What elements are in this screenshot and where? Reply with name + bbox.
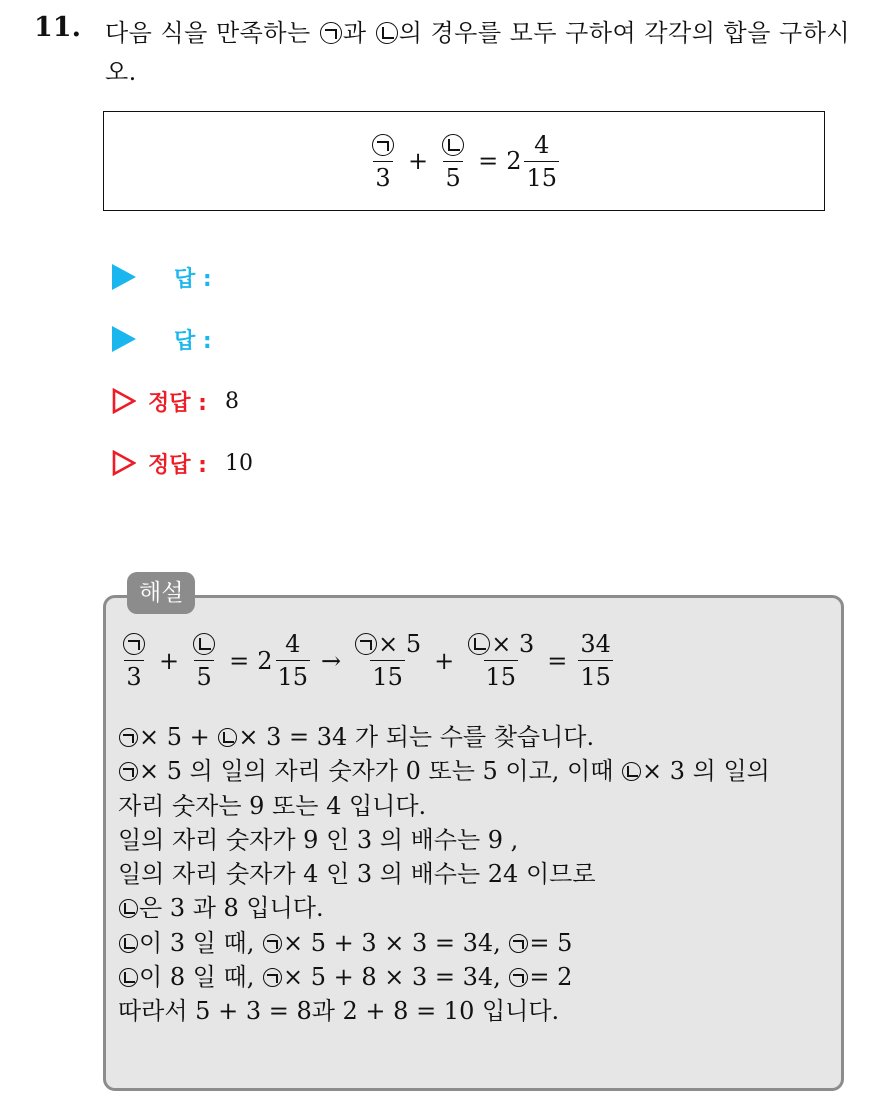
mixed-whole: 2 [257,646,273,675]
question-text-part3: 의 경우를 모두 구하여 각각의 합을 구하시오. [105,19,851,86]
sol-fraction-b-denominator: 5 [194,660,213,691]
sol-fraction-e-denominator: 15 [484,660,519,691]
solution-line [118,891,833,925]
mixed-whole: 2 [506,147,522,175]
answer-row-2 [112,319,212,359]
circled-giyeok-icon [372,134,394,156]
solution-line-text: × 5 + 3 × 3 = 34, [282,928,509,957]
fraction-c-denominator: 15 [524,161,559,192]
circled-nieun-icon [218,728,237,747]
plus-sign: + [434,646,455,675]
sol-fraction-d-suffix: × 5 [378,630,422,658]
solution-line: 따라서 5 + 3 = 8과 2 + 8 = 10 입니다. [118,997,560,1026]
plus-sign: + [407,147,429,175]
solution-line [118,926,833,960]
solution-line-text: = 5 [529,928,573,957]
circled-giyeok-icon [509,968,528,987]
outline-triangle-icon [112,450,136,476]
answer-label: 답 : [174,266,212,292]
circled-nieun-icon [119,968,138,987]
sol-fraction-f-numerator: 34 [580,630,611,658]
circled-nieun-icon [376,22,398,44]
question-text-part2: 과 [342,19,375,47]
correct-answer-label: 정답 : [148,452,207,478]
circled-nieun-icon [119,899,138,918]
circled-nieun-icon [442,134,464,156]
solution-line: 일의 자리 숫자가 4 인 3 의 배수는 24 이므로 [118,860,596,889]
equals-sign: = [547,646,568,675]
fraction-c [524,131,559,192]
fraction-b [439,131,467,192]
circled-giyeok-icon [119,728,138,747]
sol-fraction-d [352,630,423,691]
arrow: → [321,646,342,675]
correct-answer-value: 10 [224,450,253,476]
answer-label: 답 : [174,328,212,354]
outline-triangle-icon [112,388,136,414]
sol-fraction-a-denominator: 3 [124,660,143,691]
correct-answer-value: 8 [224,388,239,414]
circled-giyeok-icon [263,934,282,953]
fraction-a-denominator: 3 [373,161,392,192]
circled-nieun-icon [468,633,490,655]
sol-fraction-f-denominator: 15 [578,660,613,691]
sol-fraction-e [465,630,536,691]
solution-line: 자리 숫자는 9 또는 4 입니다. [118,791,427,820]
fraction-a [369,131,397,192]
equation [366,131,562,192]
correct-answer-row-2 [112,443,253,483]
solution-line-text: 이 3 일 때, [139,928,262,957]
circled-giyeok-icon [355,633,377,655]
play-triangle-icon [112,264,136,290]
circled-nieun-icon [119,934,138,953]
sol-fraction-f [578,630,613,691]
sol-fraction-e-suffix: × 3 [491,630,535,658]
solution-equation [117,630,616,691]
equals-sign: = [229,646,250,675]
play-triangle-icon [112,326,136,352]
circled-giyeok-icon [123,633,145,655]
equation-box [103,111,825,211]
solution-line-text: × 5 + 8 × 3 = 34, [282,963,509,992]
solution-tag: 해설 [127,572,195,614]
question-text-part1: 다음 식을 만족하는 [105,19,319,47]
circled-giyeok-icon [509,934,528,953]
solution-text [118,720,833,1029]
solution-line-text: × 3 의 일의 [642,757,770,786]
solution-line-text: × 5 + [139,723,218,751]
question-text [105,14,865,92]
solution-line [118,754,833,788]
sol-fraction-b [190,630,218,691]
circled-giyeok-icon [263,968,282,987]
solution-line-text: × 3 = 34 가 되는 수를 찾습니다. [238,723,595,751]
solution-line [118,960,833,994]
solution-line-text: = 2 [529,963,573,992]
question-number: 11. [34,12,81,43]
fraction-b-denominator: 5 [443,161,462,192]
correct-answer-label: 정답 : [148,390,207,416]
circled-giyeok-icon [320,22,342,44]
sol-fraction-d-denominator: 15 [370,660,405,691]
sol-fraction-c-denominator: 15 [276,660,311,691]
solution-line-text: 은 3 과 8 입니다. [139,894,324,923]
solution-line-text: × 5 의 일의 자리 숫자가 0 또는 5 이고, 이때 [139,757,622,786]
answer-row-1 [112,257,212,297]
circled-giyeok-icon [119,762,138,781]
circled-nieun-icon [622,762,641,781]
correct-answer-row-1 [112,381,239,421]
fraction-c-numerator: 4 [534,130,550,159]
solution-line [118,720,833,754]
solution-line-text: 이 8 일 때, [139,963,262,992]
sol-fraction-a [120,630,148,691]
sol-fraction-c-numerator: 4 [285,630,301,658]
solution-line: 일의 자리 숫자가 9 인 3 의 배수는 9 , [118,825,519,854]
sol-fraction-c [276,630,311,691]
circled-nieun-icon [193,633,215,655]
equals-sign: = [478,147,499,175]
plus-sign: + [159,646,180,675]
